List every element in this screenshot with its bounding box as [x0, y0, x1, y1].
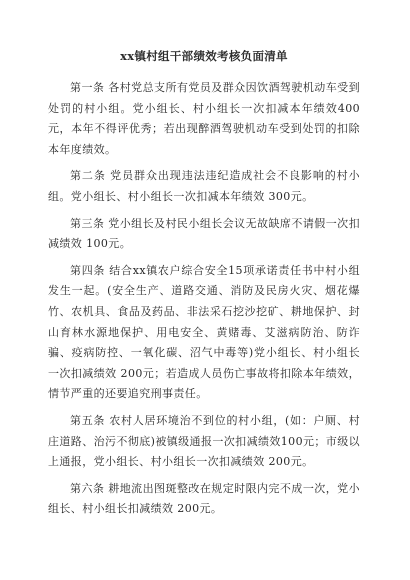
document-page	[48, 48, 360, 526]
document-title: xx镇村组干部绩效考核负面清单	[120, 49, 288, 63]
article-5: 第五条 农村人居环境治不到位的村小组，(如：户厕、村庄道路、治污不彻底)被镇级通报一次扣减绩效100元；市级以上通报，党小组长、村小组长一次扣减绩效 200元。	[48, 413, 360, 469]
article-2: 第二条 党员群众出现违法违纪造成社会不良影响的村小组。党小组长、村小组长一次扣减本年绩效 300元。	[48, 169, 360, 203]
article-4: 第四条 结合xx镇农户综合安全15项承诺责任书中村小组发生一起。(安全生产、道路交通、消防及民房火灾、烟花爆竹、农机具、食品及药品、非法采石挖沙挖矿、耕地保护、封山育林水源地保护、用电安全、黄赌毒、艾滋病防治、防诈骗、疫病防控、一氧化碳、沼气中毒等)党小组长、村小组长一次扣减绩效 200元；若造成人员伤亡事故将扣除本年绩效，情节严重的还要追究刑事责任。	[48, 263, 360, 401]
article-1: 第一条 各村党总支所有党员及群众因饮酒驾驶机动车受到处罚的村小组。党小组长、村小组长一次扣减本年绩效400元，本年不得评优秀；若出现醉酒驾驶机动车受到处罚的扣除本年度绩效。	[48, 81, 360, 156]
article-3: 第三条 党小组长及村民小组长会议无故缺席不请假一次扣减绩效 100元。	[48, 216, 360, 251]
article-6: 第六条 耕地流出图斑整改在规定时限内完不成一次，党小组长、村小组长扣减绩效 200元。	[48, 481, 360, 516]
